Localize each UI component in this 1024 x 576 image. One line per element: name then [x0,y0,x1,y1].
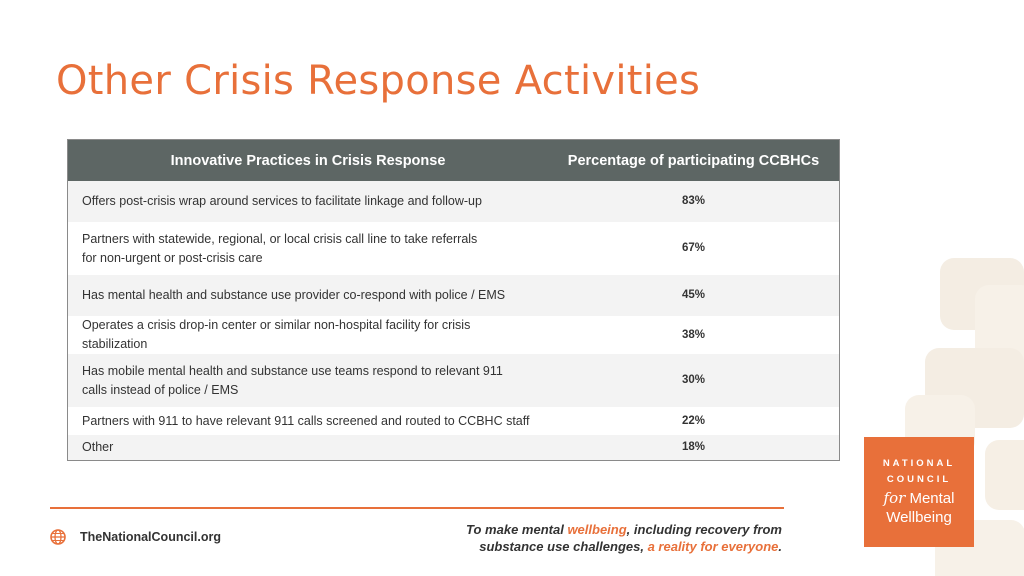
table-row [68,407,840,435]
logo-for: for [883,489,906,507]
logo-line-for-mental [864,489,974,507]
percentage-cell: 45% [548,275,840,316]
tagline-highlight: a reality for everyone [647,539,779,554]
logo-line-wellbeing: Wellbeing [886,509,952,526]
crisis-practices-table [67,139,840,461]
practice-cell: Has mental health and substance use provider co-respond with police / EMS [68,275,549,316]
tagline-text: . [778,539,782,554]
tagline [466,521,782,555]
percentage-cell: 83% [548,181,840,222]
table-row [68,354,840,407]
percentage-cell: 18% [548,435,840,460]
logo-mental: Mental [909,490,955,507]
practice-cell: Partners with 911 to have relevant 911 calls screened and routed to CCBHC staff [68,407,549,435]
globe-icon [50,529,66,545]
tagline-highlight: wellbeing [567,522,627,537]
website-link[interactable]: TheNationalCouncil.org [80,530,221,544]
percentage-cell: 38% [548,316,840,354]
table-header-row [68,140,840,182]
column-header-percentage: Percentage of participating CCBHCs [548,140,840,182]
practice-cell: Has mobile mental health and substance use teams respond to relevant 911 calls instead of police / EMS [68,354,549,407]
table-row [68,316,840,354]
practice-cell: Operates a crisis drop-in center or similar non-hospital facility for crisis stabilization [68,316,549,354]
column-header-practice: Innovative Practices in Crisis Response [68,140,549,182]
tagline-text: substance use challenges, [479,539,648,554]
page-title: Other Crisis Response Activities [56,58,701,104]
percentage-cell: 30% [548,354,840,407]
table-row [68,435,840,460]
practice-cell: Offers post-crisis wrap around services to facilitate linkage and follow-up [68,181,549,222]
table-row [68,181,840,222]
national-council-logo [864,437,974,547]
practice-cell: Partners with statewide, regional, or local crisis call line to take referrals for non-urgent or post-crisis care [68,222,549,275]
table-row [68,275,840,316]
footer-divider [50,507,784,509]
table-row [68,222,840,275]
percentage-cell: 67% [548,222,840,275]
logo-line-council: COUNCIL [886,474,952,485]
logo-line-national: NATIONAL [882,458,956,469]
tagline-text: , including recovery from [626,522,782,537]
percentage-cell: 22% [548,407,840,435]
practice-cell: Other [68,435,549,460]
decorative-shape [985,440,1024,510]
tagline-text: To make mental [466,522,568,537]
